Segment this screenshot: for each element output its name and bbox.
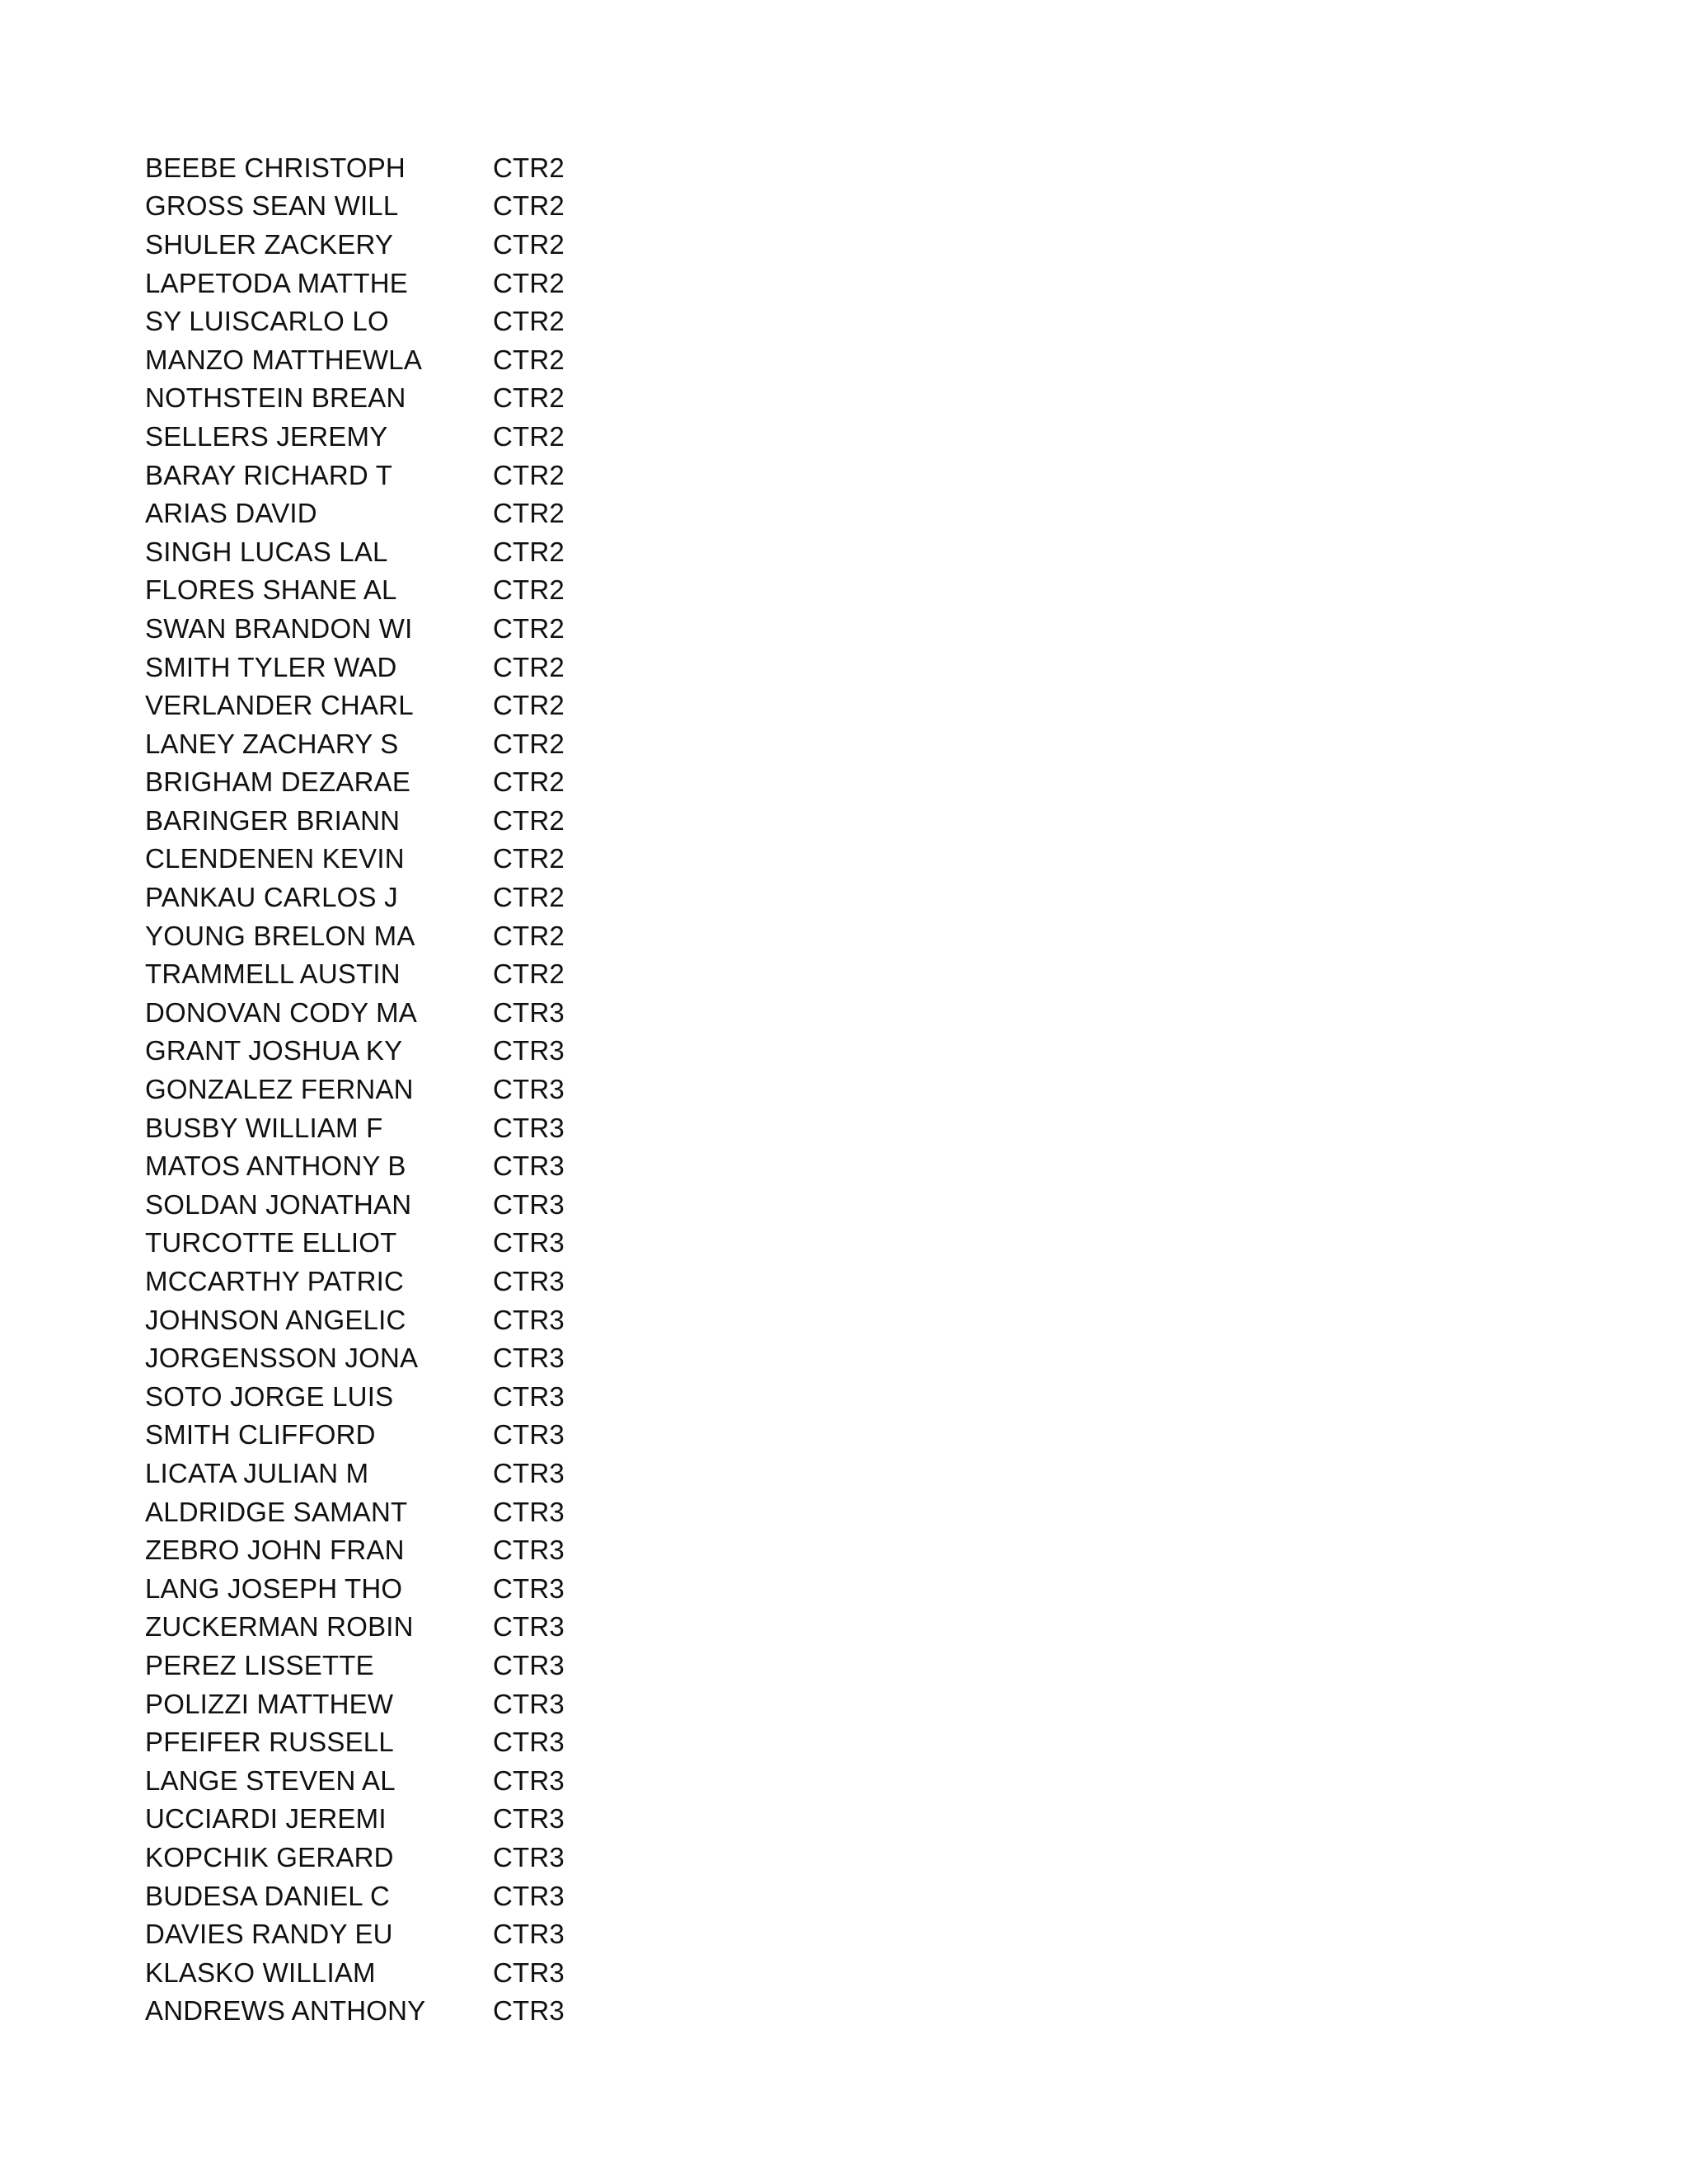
person-name: PFEIFER RUSSELL	[145, 1727, 394, 1758]
roster-row	[145, 1493, 640, 1531]
person-name: SELLERS JEREMY	[145, 420, 388, 452]
position-code: CTR3	[493, 1227, 565, 1258]
person-name: ARIAS DAVID	[145, 498, 317, 529]
position-code: CTR3	[493, 1188, 565, 1220]
roster-row	[145, 1338, 640, 1377]
person-name: ZEBRO JOHN FRAN	[145, 1535, 405, 1566]
position-code: CTR2	[493, 190, 565, 222]
position-code: CTR3	[493, 1995, 565, 2027]
position-code: CTR2	[493, 651, 565, 682]
roster-row	[145, 1877, 640, 1915]
position-code: CTR3	[493, 1919, 565, 1950]
person-name: VERLANDER CHARL	[145, 690, 414, 721]
person-name: LANG JOSEPH THO	[145, 1572, 403, 1604]
person-name: DONOVAN CODY MA	[145, 996, 417, 1028]
position-code: CTR2	[493, 536, 565, 567]
person-name: YOUNG BRELON MA	[145, 920, 415, 951]
roster-row	[145, 264, 640, 302]
person-name: GRANT JOSHUA KY	[145, 1035, 403, 1066]
position-code: CTR3	[493, 1304, 565, 1335]
position-code: CTR2	[493, 382, 565, 414]
person-name: SINGH LUCAS LAL	[145, 536, 388, 567]
roster-row	[145, 340, 640, 379]
roster-row	[145, 1953, 640, 1992]
person-name: MCCARTHY PATRIC	[145, 1266, 405, 1297]
roster-row	[145, 1108, 640, 1147]
roster-row	[145, 1262, 640, 1301]
position-code: CTR3	[493, 1151, 565, 1182]
roster-row	[145, 1377, 640, 1416]
person-name: PANKAU CARLOS J	[145, 882, 398, 913]
roster-row	[145, 417, 640, 456]
roster-row	[145, 225, 640, 264]
roster-row	[145, 1992, 640, 2031]
roster-row	[145, 1185, 640, 1224]
roster-row	[145, 1608, 640, 1647]
roster-row	[145, 494, 640, 532]
position-code: CTR3	[493, 1419, 565, 1451]
person-name: SOTO JORGE LUIS	[145, 1380, 394, 1412]
person-name: SMITH CLIFFORD	[145, 1419, 376, 1451]
roster-row	[145, 763, 640, 802]
person-name: LAPETODA MATTHE	[145, 267, 409, 298]
roster-row	[145, 148, 640, 187]
position-code: CTR3	[493, 1649, 565, 1680]
person-name: GONZALEZ FERNAN	[145, 1074, 414, 1105]
roster-row	[145, 724, 640, 763]
position-code: CTR3	[493, 996, 565, 1028]
position-code: CTR2	[493, 574, 565, 606]
position-code: CTR2	[493, 459, 565, 490]
person-name: ANDREWS ANTHONY	[145, 1995, 426, 2027]
person-name: TURCOTTE ELLIOT	[145, 1227, 397, 1258]
person-name: BEEBE CHRISTOPH	[145, 152, 406, 183]
roster-list	[145, 148, 640, 2030]
position-code: CTR2	[493, 344, 565, 375]
roster-row	[145, 571, 640, 610]
roster-row	[145, 878, 640, 916]
position-code: CTR2	[493, 766, 565, 798]
position-code: CTR3	[493, 1765, 565, 1796]
roster-row	[145, 1646, 640, 1685]
roster-row	[145, 302, 640, 340]
roster-row	[145, 993, 640, 1032]
position-code: CTR2	[493, 420, 565, 452]
roster-row	[145, 686, 640, 724]
roster-row	[145, 532, 640, 571]
person-name: KLASKO WILLIAM	[145, 1957, 376, 1988]
person-name: SWAN BRANDON WI	[145, 612, 413, 644]
person-name: LANEY ZACHARY S	[145, 728, 399, 759]
position-code: CTR3	[493, 1074, 565, 1105]
person-name: GROSS SEAN WILL	[145, 190, 399, 222]
position-code: CTR3	[493, 1880, 565, 1911]
person-name: KOPCHIK GERARD	[145, 1841, 394, 1872]
person-name: SOLDAN JONATHAN	[145, 1188, 412, 1220]
person-name: BUDESA DANIEL C	[145, 1880, 391, 1911]
roster-row	[145, 916, 640, 955]
roster-row	[145, 1454, 640, 1493]
person-name: LICATA JULIAN M	[145, 1457, 369, 1488]
position-code: CTR3	[493, 1688, 565, 1719]
roster-row	[145, 1915, 640, 1953]
position-code: CTR3	[493, 1112, 565, 1143]
person-name: JORGENSSON JONA	[145, 1343, 419, 1374]
person-name: MATOS ANTHONY B	[145, 1151, 406, 1182]
person-name: SHULER ZACKERY	[145, 228, 394, 260]
position-code: CTR2	[493, 267, 565, 298]
person-name: PEREZ LISSETTE	[145, 1649, 374, 1680]
person-name: BARINGER BRIANN	[145, 804, 401, 836]
roster-row	[145, 1722, 640, 1761]
roster-row	[145, 1761, 640, 1800]
roster-row	[145, 1070, 640, 1108]
position-code: CTR2	[493, 612, 565, 644]
position-code: CTR3	[493, 1727, 565, 1758]
person-name: JOHNSON ANGELIC	[145, 1304, 406, 1335]
position-code: CTR3	[493, 1496, 565, 1527]
roster-row	[145, 954, 640, 993]
position-code: CTR2	[493, 690, 565, 721]
roster-row	[145, 1685, 640, 1723]
roster-row	[145, 379, 640, 418]
person-name: MANZO MATTHEWLA	[145, 344, 423, 375]
person-name: CLENDENEN KEVIN	[145, 843, 405, 874]
position-code: CTR2	[493, 498, 565, 529]
person-name: BUSBY WILLIAM F	[145, 1112, 383, 1143]
position-code: CTR2	[493, 843, 565, 874]
person-name: NOTHSTEIN BREAN	[145, 382, 406, 414]
person-name: BARAY RICHARD T	[145, 459, 393, 490]
person-name: DAVIES RANDY EU	[145, 1919, 393, 1950]
roster-row	[145, 840, 640, 879]
position-code: CTR3	[493, 1266, 565, 1297]
roster-row	[145, 1301, 640, 1339]
position-code: CTR2	[493, 958, 565, 990]
roster-row	[145, 1838, 640, 1877]
position-code: CTR2	[493, 228, 565, 260]
person-name: ALDRIDGE SAMANT	[145, 1496, 408, 1527]
position-code: CTR3	[493, 1572, 565, 1604]
position-code: CTR3	[493, 1803, 565, 1835]
position-code: CTR2	[493, 804, 565, 836]
position-code: CTR2	[493, 882, 565, 913]
roster-row	[145, 456, 640, 494]
position-code: CTR3	[493, 1535, 565, 1566]
roster-row	[145, 609, 640, 648]
roster-row	[145, 1416, 640, 1455]
person-name: BRIGHAM DEZARAE	[145, 766, 411, 798]
position-code: CTR2	[493, 306, 565, 337]
roster-row	[145, 187, 640, 226]
position-code: CTR3	[493, 1035, 565, 1066]
roster-row	[145, 1800, 640, 1839]
person-name: SY LUISCARLO LO	[145, 306, 389, 337]
position-code: CTR2	[493, 152, 565, 183]
roster-row	[145, 648, 640, 687]
roster-row	[145, 1569, 640, 1608]
roster-row	[145, 1224, 640, 1263]
position-code: CTR3	[493, 1457, 565, 1488]
person-name: TRAMMELL AUSTIN	[145, 958, 401, 990]
roster-row	[145, 1530, 640, 1569]
roster-row	[145, 801, 640, 840]
position-code: CTR3	[493, 1841, 565, 1872]
roster-row	[145, 1032, 640, 1071]
position-code: CTR2	[493, 728, 565, 759]
person-name: ZUCKERMAN ROBIN	[145, 1611, 414, 1643]
person-name: FLORES SHANE AL	[145, 574, 397, 606]
position-code: CTR2	[493, 920, 565, 951]
person-name: UCCIARDI JEREMI	[145, 1803, 387, 1835]
person-name: LANGE STEVEN AL	[145, 1765, 396, 1796]
position-code: CTR3	[493, 1380, 565, 1412]
position-code: CTR3	[493, 1611, 565, 1643]
position-code: CTR3	[493, 1957, 565, 1988]
person-name: SMITH TYLER WAD	[145, 651, 397, 682]
roster-row	[145, 1146, 640, 1185]
position-code: CTR3	[493, 1343, 565, 1374]
person-name: POLIZZI MATTHEW	[145, 1688, 394, 1719]
